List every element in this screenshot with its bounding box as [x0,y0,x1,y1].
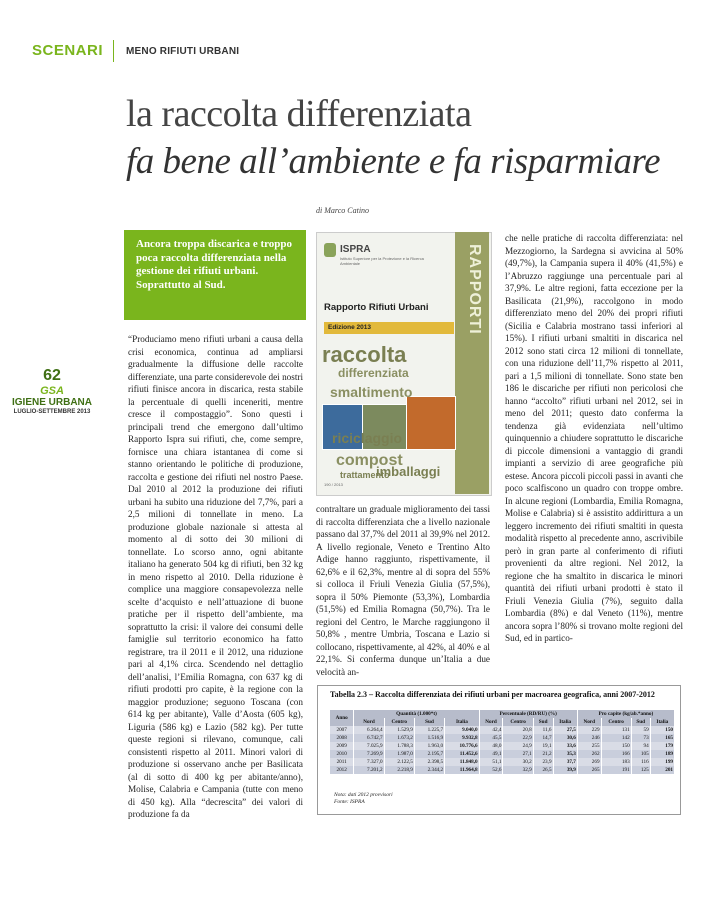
table-notes [334,792,393,806]
table-subhead: Nord [354,718,384,726]
cover-word-4: riciclaggio [332,430,403,446]
ispra-emblem-icon [324,243,336,257]
table-subhead: Nord [479,718,503,726]
lead-text: Ancora troppa discarica e troppo poca raccolta differenziata nella gestione dei rifiuti urbani. Soprattutto al Sud. [136,238,293,291]
table-subhead: Sud [414,718,444,726]
kicker-label: MENO RIFIUTI URBANI [126,46,240,57]
cover-word-1: raccolta [322,342,407,367]
table-row: 2011 7.327,0 2.122,5 2.398,5 11.848,0 51,1 30,2 23,9 37,7 269 183 116 199 [330,758,675,766]
header-divider [113,40,114,62]
table-group-quantity: Quantità (1.000*t) [354,710,479,718]
byline: di Marco Catino [316,206,370,215]
issue-date: LUGLIO-SETTEMBRE 2013 [13,409,91,415]
table-header-areas [330,718,675,726]
headline-line-2: fa bene all’ambiente e fa risparmiare [126,141,661,182]
table-group-percent: Percentuale (RD/RU) (%) [479,710,577,718]
body-column-2 [316,503,490,678]
body-text-1: “Produciamo meno rifiuti urbani a causa della crisi economica, continua ad ampliarsi gradualmente la diffusione delle raccolte differenziate, una parte considerevole dei nostri rifiuti finisce ancora in discarica, resta stabile la percentuale di quelli inceneriti, mentre cresce il compostaggio”. Sono questi i principali trend che emergono dall’ultimo Rapporto Ispra sui rifiuti, che, come sempre, fornisce una chiara istantanea di come si stanno orientando le politiche di produzione, raccolta e gestione dei rifiuti nel nostro Paese. Dal 2010 al 2012 la produzione dei rifiuti urbani ha subito una riduzione del 7,7%, pari a 2,5 milioni di tonnellate in meno. La produzione globale nazionale si attesta al momento al di sotto dei 30 milioni di tonnellate. Lo scorso anno, ogni abitante italiano ha generato 504 kg di rifiuti, ben 32 kg in meno rispetto al 2010. Della riduzione è complice una maggiore consapevolezza nelle scelte d’acquisto e nell’attuazione di buone pratiche per il rispetto dell’ambiente, ma soprattutto la crisi: il valore dei consumi delle famiglie sul territorio economico ha fatto registrare, tra il 2011 e il 2012, una riduzione pari al 4,1% circa. Scendendo nel dettaglio dell’analisi, l’Emilia Romagna, con 637 kg di rifiuti prodotti pro capite, è la regione con la maggior produzione; seguono Toscana (con 614 kg per abitante), Valle d’Aosta (605 kg), Liguria (586 kg) e Lazio (582 kg). Per tutte queste regioni si rilevano, comunque, cali consistenti rispetto al 2011. Minori valori di produzione si osservano anche per Basilicata (al di sotto di 400 kg per abitante/anno), Molise, Calabria e Campania (tutte con meno di 450 kg). Alla “decrescita” dei valori di produzione fa da [128,334,303,819]
body-text-2: contraltare un graduale miglioramento dei tassi di raccolta differenziata che a livello nazionale passano dal 37,7% del 2011 al 39,9% nel 2012. A livello regionale, Veneto e Trentino Alto Adige hanno raggiunto, rispettivamente, il 62,6% e il 62,3%, mentre al di sopra del 55% si colloca il Friuli Venezia Giulia (57,5%), sopra il 50% Piemonte (53,3%), Lombardia (51,5%) ed Emilia Romagna (50,7%). Tra le regioni del Centro, le Marche raggiungono il 50,8% , mentre Umbria, Toscana e Lazio si collocano, rispettivamente, al 42%, al 40% e al 22,1%. Si conferma dunque un’Italia a due velocità an- [316,504,490,677]
table-subhead: Centro [384,718,414,726]
page-folio [8,368,96,416]
table-subhead: Italia [553,718,577,726]
table-group-percapita: Pro capite (kg/ab.*anno) [577,710,674,718]
table-row: 2010 7.269,9 1.987,0 2.195,7 11.452,6 49,1 27,1 21,2 35,3 262 166 105 189 [330,750,675,758]
table-source: Fonte: ISPRA [334,799,365,805]
data-table [330,710,675,774]
cover-word-3: smaltimento [330,384,413,400]
cover-edition: Edizione 2013 [324,322,454,334]
cover-org: ISPRA [340,244,371,255]
table-note: Nota: dati 2012 provvisori [334,792,393,798]
table-row: 2007 6.264,4 1.529,9 1.225,7 9.040,0 42,4 20,8 11,6 27,5 229 131 59 150 [330,726,675,734]
cover-title: Rapporto Rifiuti Urbani [324,302,429,313]
table-subhead: Sud [631,718,650,726]
cover-word-7: imballaggi [376,464,441,479]
cover-band-label: RAPPORTI [466,244,483,335]
table-header-groups [330,710,675,718]
table-row: 2008 6.742,7 1.673,2 1.516,9 9.932,8 45,5 22,9 14,7 30,6 246 142 73 165 [330,734,675,742]
table-subhead: Sud [533,718,553,726]
table-caption: Tabella 2.3 – Raccolta differenziata dei rifiuti urbani per macroarea geografica, anni 2007-2012 [330,690,655,699]
table-subhead: Italia [445,718,480,726]
table-subhead: Nord [577,718,601,726]
cover-word-6: trattamento [340,470,390,480]
cover-footer: 190 / 2013 [324,482,343,487]
brand-logo: GSA [40,385,64,397]
table-row: 2009 7.025,9 1.788,3 1.963,0 10.776,6 48,0 24,9 19,1 33,6 255 150 94 179 [330,742,675,750]
magazine-name: IGIENE URBANA [11,397,92,408]
table-group-year: Anno [330,710,354,726]
cover-word-2: differenziata [338,366,409,380]
cover-photo-truck [406,396,456,450]
cover-org-sub: Istituto Superiore per la Protezione e la Ricerca Ambientale [340,256,424,266]
body-column-1 [128,333,303,821]
headline-line-1: la raccolta differenziata [126,93,472,135]
table-subhead: Italia [650,718,674,726]
body-text-3: che nelle pratiche di raccolta differenziata: nel Mezzogiorno, la Sardegna si avvicina al 50% (49,7%), la Campania supera il 40% (41,5%) e l’Abruzzo raggiunge una percentuale pari al 37,9%. Le altre regioni, fatta eccezione per la Basilicata (21,9%), raccolgono in modo differenziato meno del 20% dei propri rifiuti (Sicilia e Calabria mostrano tassi inferiori al 15%). I rifiuti urbani smaltiti in discarica nel 2012 sono stati circa 12 milioni di tonnellate, con una riduzione dell’11,7% rispetto al 2011, pari a 1,5 milioni di tonnellate. Sono state ben 186 le discariche per rifiuti non pericolosi che hanno “accolto” rifiuti urbani nel 2012, sei in meno del 2011; questo dato conferma la tendenza già evidenziata nell’ultimo quinquennio a chiudere soprattutto le discariche di piccole dimensioni a vantaggio di grandi impianti a servizio di aree geografiche più estese. Ancora piccoli piccoli passi in avanti che poco scalfiscono un quadro con troppe ombre. In alcune regioni (Lombardia, Emilia Romagna, Molise e Calabria) si è assistito addirittura a un leggero incremento dei rifiuti smaltiti in questa modalità rispetto al precedente anno, ascrivibile però in gran parte al conferimento di rifiuti provenienti da altre regioni. Nel 2012, la regione che ha smaltito in discarica le minori quantità dei rifiuti urbani prodotti è stato il Friuli Venezia Giulia (7%), seguito dalla Lombardia (8%) e dal Veneto (11%), mentre ancora sopra l’80% si trovano molte regioni del Sud, ed in partico- [505,233,683,643]
cover-band [455,232,489,494]
table-row: 2012 7.201,2 2.218,9 2.344,2 11.964,8 52,6 32,9 26,5 39,9 265 191 125 201 [330,766,675,774]
section-label: SCENARI [32,42,104,59]
table-subhead: Centro [601,718,631,726]
page-number: 62 [43,367,61,384]
body-column-3 [505,232,683,645]
cover-word-5: compost [336,452,403,469]
table-subhead: Centro [503,718,533,726]
